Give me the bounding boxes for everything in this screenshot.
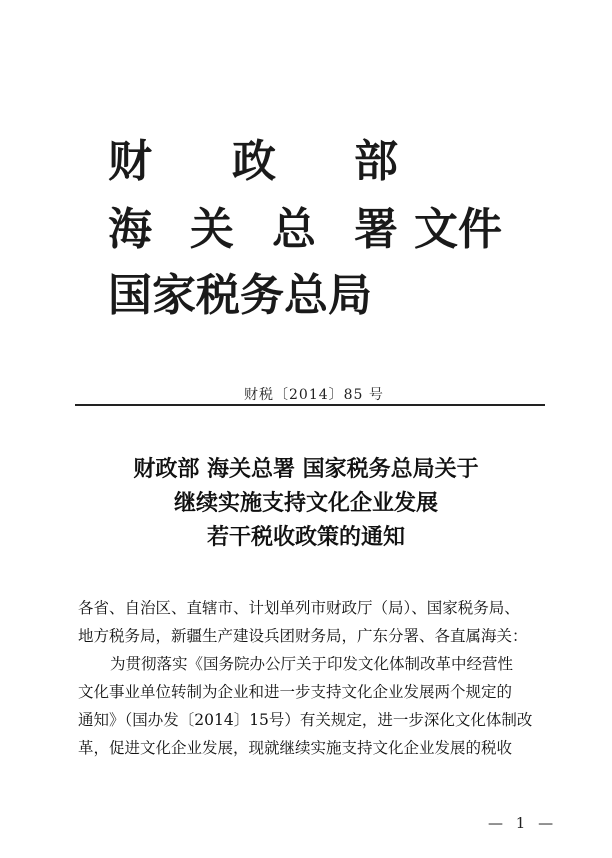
body-line-2: 文化事业单位转制为企业和进一步支持文化企业发展两个规定的 (78, 683, 513, 701)
title-line-3: 若干税收政策的通知 (206, 524, 405, 550)
doc-suffix: 文件 (414, 204, 502, 255)
document-number: 财税〔2014〕85 号 (244, 387, 384, 403)
addressee-line-2: 地方税务局，新疆生产建设兵团财务局，广东分署、各直属海关： (78, 627, 528, 645)
addressee-line-1: 各省、自治区、直辖市、计划单列市财政厅（局）、国家税务局、 (78, 599, 520, 617)
document-page: 财 政 部 海 关 总 署 文件 国家税务总局 财税〔2014〕85 号 财政部 海关总署 国家税务总局关于 继续实施支持文化企业发展 若干税收政策的通知 各省、自治区、直辖市、计划单列市财政厅（局）、国家税务局、 地方税务局，新疆生产建设兵团财务局，广东分署、各直属海关： 为贯彻落实《国务院办公厅关于印发文化体制改革中经营性 文化事业单位转制为企业和进一步支持文化企业发展两个规定的 通知》（国办发〔2014〕15号）有关规定，进一步深化文化体制改 革，促进文化企业发展，现就继续实施支持文化企业发展的税收 — 1 — (0, 0, 612, 858)
page-number: — 1 — (488, 814, 558, 832)
body-line-3: 通知》（国办发〔2014〕15号）有关规定，进一步深化文化体制改 (78, 711, 533, 729)
body-line-1: 为贯彻落实《国务院办公厅关于印发文化体制改革中经营性 (110, 655, 514, 673)
body-text (78, 594, 564, 762)
header-divider (75, 404, 545, 406)
title-line-2: 继续实施支持文化企业发展 (173, 490, 438, 516)
body-line-4: 革，促进文化企业发展，现就继续实施支持文化企业发展的税收 (78, 739, 513, 757)
title-line-1: 财政部 海关总署 国家税务总局关于 (133, 456, 479, 482)
document-title (0, 452, 612, 554)
